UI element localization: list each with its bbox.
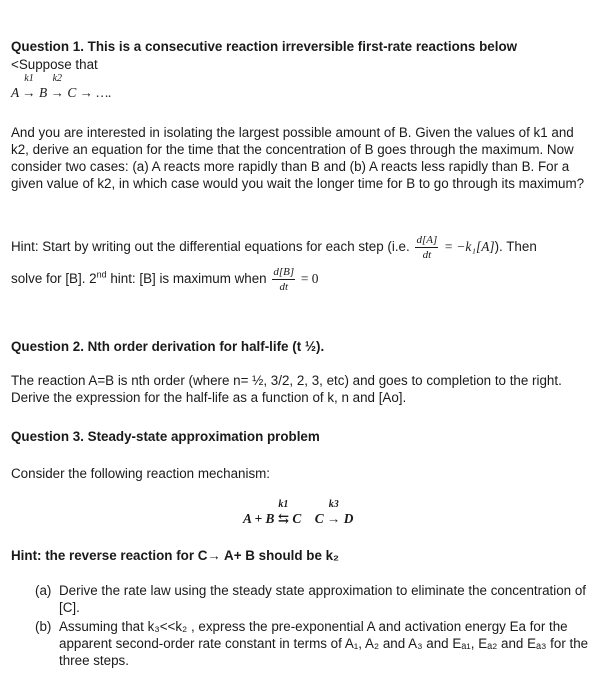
question-3-title: Question 3. Steady-state approximation problem	[11, 429, 320, 444]
reaction-mechanism	[243, 499, 354, 527]
part-b	[35, 618, 600, 669]
arrow-k1: k1 →	[22, 73, 36, 100]
question-1-suppose: <Suppose that	[11, 57, 98, 72]
part-a-text: Derive the rate law using the steady state approximation to eliminate the concentration of [C].	[59, 583, 586, 615]
hint-2-mid: hint: [B] is maximum when	[106, 271, 267, 287]
mechanism-k1: k1	[278, 499, 289, 510]
question-1-body: And you are interested in isolating the largest possible amount of B. Given the values of k1 and k2, derive an equation for the time that the concentration of B goes through the maximum. Now consider two cases: (a) A reacts more rapidly than B and (b) A reacts less rapidly than B. For a given value of k2, in which case would you wait the longer time for B to go through its maximum?	[11, 125, 585, 191]
scheme-tail: → ….	[79, 85, 112, 100]
rate-constant-k2: k2	[52, 73, 63, 84]
hint-1-text: Hint: Start by writing out the differential equations for each step (i.e.	[11, 239, 410, 255]
mechanism-reactants: A + B	[243, 511, 275, 526]
fraction-dB-dt: $\frac{d[B]}{dt}$	[273, 266, 295, 293]
arrow-k3: k3 →	[327, 499, 341, 526]
species-c: C	[67, 85, 77, 100]
fraction-dA-dt: $\frac{d[A]}{dt}$	[416, 234, 438, 261]
mechanism-k3: k3	[328, 499, 339, 510]
hint-2-rhs: = 0	[300, 271, 319, 287]
question-1-title: Question 1. This is a consecutive reaction irreversible first-rate reactions below	[11, 39, 518, 54]
reaction-scheme	[11, 73, 112, 101]
mechanism-c1: C	[292, 511, 302, 526]
rate-constant-k1: k1	[24, 73, 34, 84]
species-a: A	[11, 85, 19, 100]
hint-1-rhs: = −k₁[A]	[443, 239, 495, 255]
question-1-hint-line-2	[11, 266, 318, 293]
arrow-equilibrium: k1 ⇆	[277, 499, 290, 526]
question-3-intro: Consider the following reaction mechanism:	[11, 466, 271, 481]
question-3-hint: Hint: the reverse reaction for C→ A+ B should be k₂	[11, 548, 340, 563]
question-3-parts	[35, 582, 600, 669]
question-2-body: The reaction A=B is nth order (where n= ½, 3/2, 2, 3, etc) and goes to completion to the right. Derive the expression for the half-life as a function of k, n and [Ao].	[11, 373, 562, 405]
part-a-marker: (a)	[35, 583, 52, 598]
question-2-title: Question 2. Nth order derivation for half-life (t ½).	[11, 339, 325, 354]
arrow-k2: k2 →	[50, 73, 64, 100]
part-a	[35, 582, 600, 616]
part-b-marker: (b)	[35, 619, 52, 634]
question-1-hint-line-1	[11, 234, 601, 261]
part-b-text: Assuming that k₃<<k₂ , express the pre-exponential A and activation energy Ea for the apparent second-order rate constant in terms of A₁, A₂ and A₃ and Eₐ₁, Eₐ₂ and Eₐ₃ for the three steps.	[59, 619, 589, 668]
mechanism-d: D	[343, 511, 354, 526]
mechanism-c2: C	[314, 511, 324, 526]
hint-1-post: ). Then	[494, 239, 537, 255]
hint-2-sup: nd	[96, 269, 107, 280]
species-b: B	[39, 85, 48, 100]
hint-2-pre: solve for [B]. 2	[11, 271, 97, 287]
